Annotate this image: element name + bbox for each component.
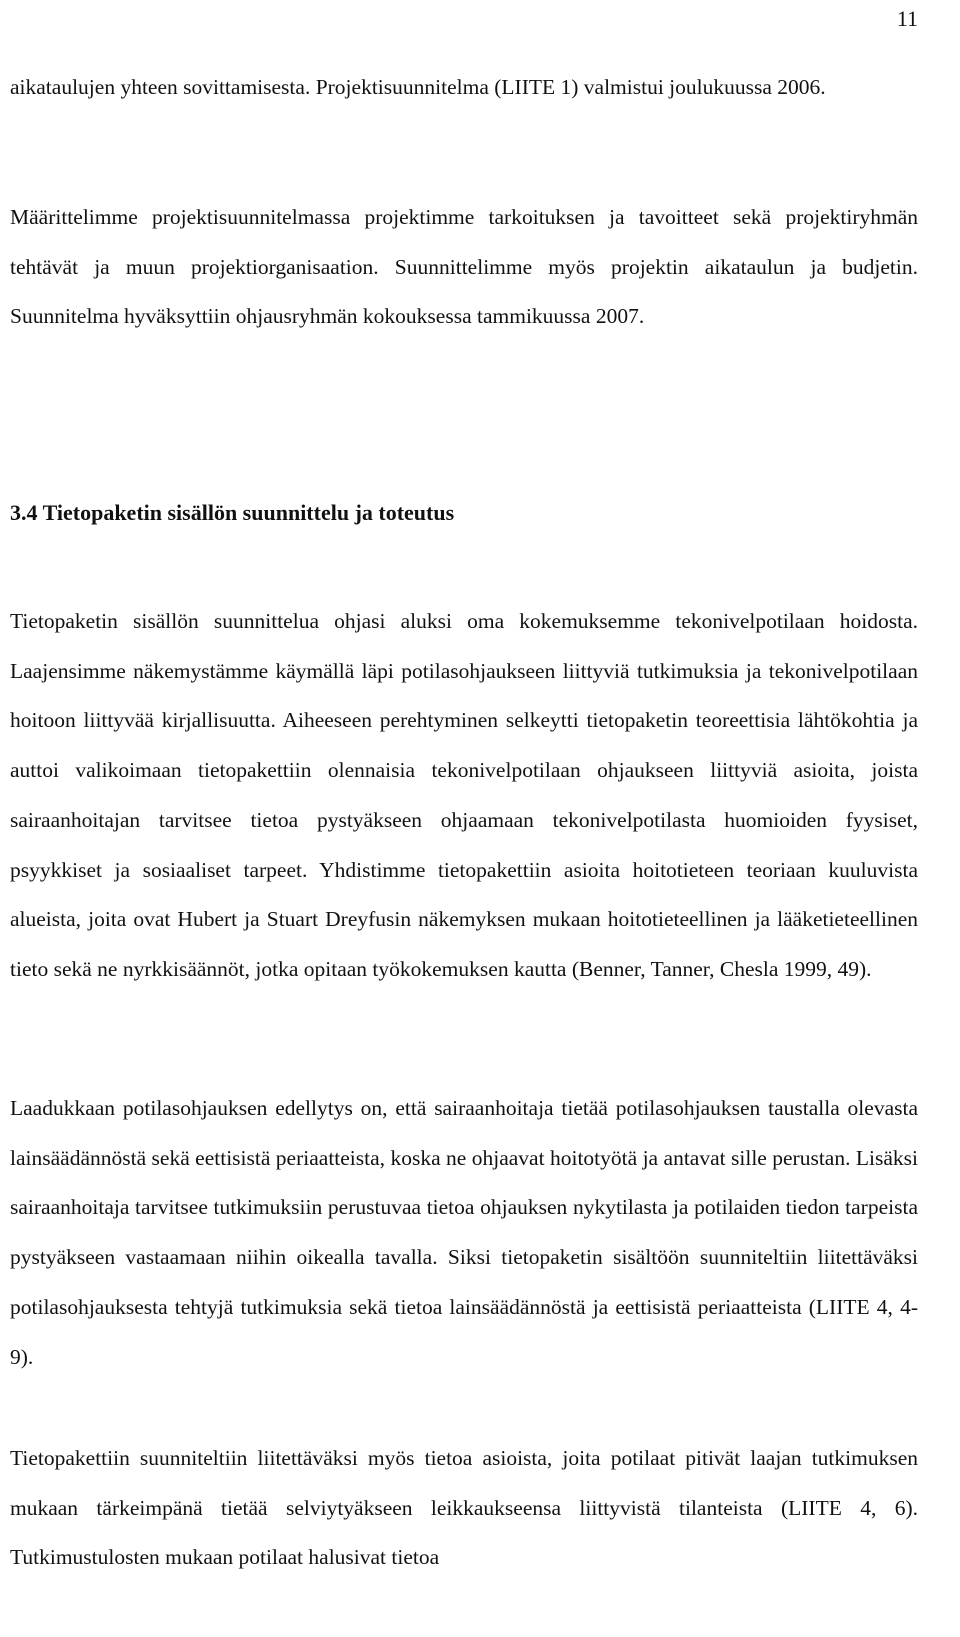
paragraph-project-plan: Määrittelimme projektisuunnitelmassa projektimme tarkoituksen ja tavoitteet sekä projektiryhmän tehtävät ja muun projektiorganisaation. Suunnittelimme myös projektin aikataulun ja budjetin. Suunnitelma hyväksyttiin ohjausryhmän kokouksessa tammikuussa 2007. — [10, 205, 918, 329]
page-number: 11 — [896, 6, 918, 31]
paragraph-schedule: aikataulujen yhteen sovittamisesta. Projektisuunnitelma (LIITE 1) valmistui joulukuussa 2006. — [10, 75, 826, 99]
paragraph-content-planning: Tietopaketin sisällön suunnittelua ohjasi aluksi oma kokemuksemme tekonivelpotilaan hoidosta. Laajensimme näkemystämme käymällä läpi potilasohjaukseen liittyviä tutkimuksia ja tekonivelpotilaan hoitoon liittyvää kirjallisuutta. Aiheeseen perehtyminen selkeytti tietopaketin teoreettisia lähtökohtia ja auttoi valikoimaan tietopakettiin olennaisia tekonivelpotilaan ohjaukseen liittyviä asioita, joista sairaanhoitajan tarvitsee tietoa pystyäkseen ohjaamaan tekonivelpotilasta huomioiden fyysiset, psyykkiset ja sosiaaliset tarpeet. Yhdistimme tietopakettiin asioita hoitotieteen teoriaan kuuluvista alueista, joita ovat Hubert ja Stuart Dreyfusin näkemyksen mukaan hoitotieteellinen ja lääketieteellinen tieto sekä ne nyrkkisäännöt, jotka opitaan työkokemuksen kautta (Benner, Tanner, Chesla 1999, 49). — [10, 609, 918, 981]
paragraph-patient-needs: Tietopakettiin suunniteltiin liitettäväksi myös tietoa asioista, joita potilaat pitivät laajan tutkimuksen mukaan tärkeimpänä tietää selviytyäkseen leikkaukseensa liittyvistä tilanteista (LIITE 4, 6). Tutkimustulosten mukaan potilaat halusivat tietoa — [10, 1446, 918, 1570]
paragraph-quality-guidance: Laadukkaan potilasohjauksen edellytys on, että sairaanhoitaja tietää potilasohjauksen taustalla olevasta lainsäädännöstä sekä eettisistä periaatteista, koska ne ohjaavat hoitotyötä ja antavat sille perustan. Lisäksi sairaanhoitaja tarvitsee tutkimuksiin perustuvaa tietoa ohjauksen nykytilasta ja potilaiden tiedon tarpeista pystyäkseen vastaamaan niihin oikealla tavalla. Siksi tietopaketin sisältöön suunniteltiin liitettäväksi potilasohjauksesta tehtyjä tutkimuksia sekä tietoa lainsäädännöstä ja eettisistä periaatteista (LIITE 4, 4-9). — [10, 1096, 918, 1369]
section-heading: 3.4 Tietopaketin sisällön suunnittelu ja toteutus — [10, 500, 455, 525]
